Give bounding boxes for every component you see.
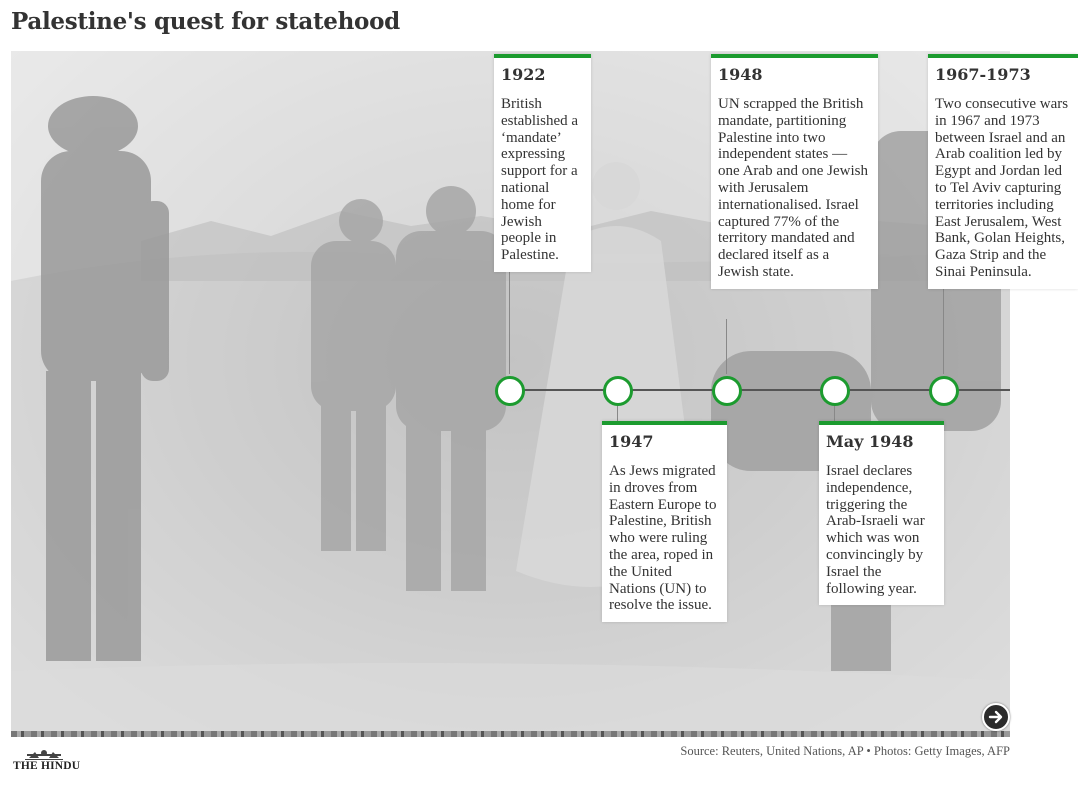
event-card-1922 xyxy=(494,54,591,272)
event-year: 1948 xyxy=(718,65,763,84)
event-card-1948 xyxy=(711,54,878,289)
next-button[interactable] xyxy=(982,703,1010,731)
page-title: Palestine's quest for statehood xyxy=(11,8,400,35)
event-card-1947 xyxy=(602,421,727,622)
timeline-node-1922[interactable] xyxy=(495,376,525,406)
timeline-node-1967-1973[interactable] xyxy=(929,376,959,406)
event-text: As Jews migrated in droves from Eastern Europe to Palestine, British who were ruling the area, roped in the United Nations (UN) to resolve the issue. xyxy=(609,463,717,614)
the-hindu-logo-text: THE HINDU xyxy=(13,760,81,772)
event-text: British established a ‘mandate’ expressing support for a national home for Jewish people in Palestine. xyxy=(501,96,579,264)
arrow-right-icon xyxy=(987,708,1005,726)
source-credit: Source: Reuters, United Nations, AP • Photos: Getty Images, AFP xyxy=(680,744,1010,758)
connector-1948 xyxy=(726,319,727,374)
event-text: Israel declares independence, triggering the Arab-Israeli war which was won convincingly by Israel the following year. xyxy=(826,463,925,597)
connector-1922 xyxy=(509,269,510,374)
connector-1967-1973 xyxy=(943,287,944,374)
event-card-1967-1973 xyxy=(928,54,1078,289)
film-strip-divider xyxy=(11,731,1010,737)
timeline-node-may-1948[interactable] xyxy=(820,376,850,406)
timeline-node-1948[interactable] xyxy=(712,376,742,406)
event-card-may-1948 xyxy=(819,421,944,605)
event-text: Two consecutive wars in 1967 and 1973 between Israel and an Arab coalition led by Egypt and Jordan led to Tel Aviv capturing territories including East Jerusalem, West Bank, Golan Heights, Gaza Strip and the Sinai Peninsula. xyxy=(935,96,1069,280)
event-year: 1967-1973 xyxy=(935,65,1031,84)
event-year: 1947 xyxy=(609,432,654,451)
timeline-node-1947[interactable] xyxy=(603,376,633,406)
event-text: UN scrapped the British mandate, partitioning Palestine into two independent states — one Arab and one Jewish with Jerusalem internationalised. Israel captured 77% of the territory mandated and declared itself as a Jewish state. xyxy=(718,96,868,280)
event-year: 1922 xyxy=(501,65,546,84)
event-year: May 1948 xyxy=(826,432,914,451)
timeline-stage xyxy=(11,51,1069,737)
